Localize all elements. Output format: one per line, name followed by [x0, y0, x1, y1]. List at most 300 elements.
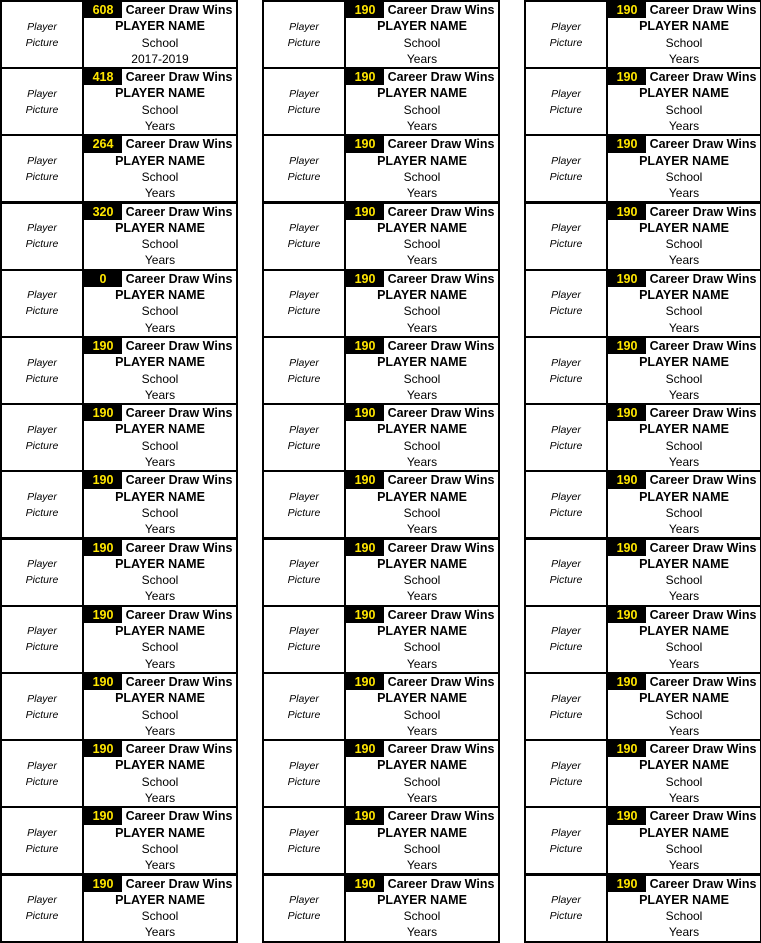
picture-label-line2: Picture	[25, 506, 59, 519]
player-card	[0, 0, 238, 69]
player-school: School	[665, 909, 703, 924]
player-school: School	[403, 573, 441, 588]
player-school: School	[141, 169, 179, 184]
player-school: School	[141, 35, 179, 50]
wins-row	[608, 540, 760, 556]
player-card	[524, 739, 761, 808]
card-column-2	[262, 0, 498, 943]
picture-label-line2: Picture	[25, 36, 59, 49]
career-wins-badge: 190	[346, 338, 384, 354]
career-wins-label: Career Draw Wins	[387, 876, 495, 891]
player-info	[346, 136, 498, 201]
player-info	[346, 405, 498, 470]
picture-label-line2: Picture	[25, 910, 59, 923]
career-wins-label: Career Draw Wins	[125, 876, 233, 891]
player-years: Years	[406, 454, 438, 469]
player-card	[524, 470, 761, 539]
wins-row	[608, 136, 760, 152]
career-wins-label: Career Draw Wins	[387, 473, 495, 488]
player-info	[608, 204, 760, 269]
picture-label-line2: Picture	[25, 708, 59, 721]
player-info	[608, 2, 760, 67]
wins-row	[608, 472, 760, 488]
picture-label-line1: Player	[289, 423, 319, 436]
card-column-3	[524, 0, 760, 943]
player-school: School	[403, 35, 441, 50]
player-picture-placeholder	[2, 2, 84, 67]
picture-label-line2: Picture	[25, 372, 59, 385]
player-years: Years	[668, 790, 700, 805]
picture-label-line2: Picture	[549, 170, 583, 183]
player-years: Years	[668, 858, 700, 873]
player-info	[84, 876, 236, 941]
player-school: School	[403, 304, 441, 319]
career-wins-badge: 190	[608, 405, 646, 421]
wins-row	[608, 204, 760, 220]
player-name: PLAYER NAME	[639, 892, 729, 907]
player-years: 2017-2019	[131, 51, 189, 66]
picture-label-line1: Player	[27, 625, 57, 638]
player-school: School	[665, 505, 703, 520]
career-wins-badge: 190	[346, 674, 384, 690]
picture-label-line1: Player	[551, 87, 581, 100]
player-card	[0, 605, 238, 674]
player-name: PLAYER NAME	[377, 691, 467, 706]
player-card	[262, 403, 500, 472]
picture-label-line2: Picture	[25, 305, 59, 318]
career-wins-badge: 190	[84, 405, 122, 421]
player-school: School	[141, 707, 179, 722]
career-wins-label: Career Draw Wins	[649, 339, 757, 353]
player-school: School	[665, 707, 703, 722]
career-wins-badge: 190	[346, 540, 384, 556]
career-wins-badge: 320	[84, 204, 122, 220]
picture-label-line1: Player	[551, 692, 581, 705]
player-card	[262, 605, 500, 674]
player-name: PLAYER NAME	[639, 153, 729, 168]
wins-row	[84, 204, 236, 220]
picture-label-line2: Picture	[287, 910, 321, 923]
career-wins-label: Career Draw Wins	[125, 339, 233, 353]
player-card	[0, 470, 238, 539]
picture-label-line1: Player	[27, 692, 57, 705]
wins-row	[84, 876, 236, 892]
player-card	[524, 672, 761, 741]
wins-row	[84, 2, 236, 18]
player-info	[608, 136, 760, 201]
player-info	[608, 540, 760, 605]
picture-label-line1: Player	[289, 356, 319, 369]
picture-label-line1: Player	[551, 625, 581, 638]
player-picture-placeholder	[264, 674, 346, 739]
wins-row	[608, 741, 760, 757]
career-wins-label: Career Draw Wins	[125, 675, 233, 689]
picture-label-line1: Player	[27, 222, 57, 235]
player-name: PLAYER NAME	[639, 489, 729, 504]
player-card	[262, 134, 500, 203]
player-school: School	[665, 573, 703, 588]
wins-row	[84, 405, 236, 421]
picture-label-line1: Player	[27, 20, 57, 33]
player-card	[262, 739, 500, 808]
player-picture-placeholder	[264, 136, 346, 201]
player-school: School	[403, 640, 441, 655]
picture-label-line2: Picture	[287, 506, 321, 519]
picture-label-line2: Picture	[549, 506, 583, 519]
player-card	[262, 202, 500, 271]
player-school: School	[403, 237, 441, 252]
player-school: School	[665, 640, 703, 655]
player-years: Years	[668, 522, 700, 537]
career-wins-label: Career Draw Wins	[125, 809, 233, 824]
career-wins-label: Career Draw Wins	[387, 339, 495, 353]
player-picture-placeholder	[526, 607, 608, 672]
player-card	[524, 67, 761, 136]
career-wins-badge: 190	[608, 204, 646, 220]
player-years: Years	[144, 454, 176, 469]
picture-label-line1: Player	[27, 87, 57, 100]
player-school: School	[665, 35, 703, 50]
player-years: Years	[668, 186, 700, 201]
player-school: School	[403, 707, 441, 722]
career-wins-label: Career Draw Wins	[649, 406, 757, 421]
picture-label-line1: Player	[551, 558, 581, 571]
player-picture-placeholder	[526, 472, 608, 537]
picture-label-line1: Player	[551, 423, 581, 436]
player-card	[524, 538, 761, 607]
picture-label-line2: Picture	[549, 372, 583, 385]
player-years: Years	[406, 723, 438, 738]
player-card	[262, 470, 500, 539]
player-name: PLAYER NAME	[377, 556, 467, 571]
player-years: Years	[668, 656, 700, 671]
player-card	[0, 672, 238, 741]
player-name: PLAYER NAME	[115, 624, 205, 639]
career-wins-badge: 190	[608, 808, 646, 824]
player-card	[0, 538, 238, 607]
player-school: School	[665, 438, 703, 453]
career-wins-badge: 190	[346, 876, 384, 892]
player-info	[608, 69, 760, 134]
picture-label-line2: Picture	[287, 372, 321, 385]
career-wins-badge: 190	[346, 271, 384, 287]
player-picture-placeholder	[526, 405, 608, 470]
player-school: School	[665, 102, 703, 117]
player-name: PLAYER NAME	[115, 825, 205, 840]
picture-label-line2: Picture	[549, 439, 583, 452]
player-picture-placeholder	[2, 405, 84, 470]
player-school: School	[141, 573, 179, 588]
career-wins-badge: 190	[608, 674, 646, 690]
career-wins-label: Career Draw Wins	[387, 607, 495, 622]
player-card	[0, 67, 238, 136]
player-years: Years	[668, 454, 700, 469]
picture-label-line2: Picture	[287, 641, 321, 654]
player-name: PLAYER NAME	[377, 489, 467, 504]
career-wins-label: Career Draw Wins	[387, 271, 495, 286]
picture-label-line1: Player	[27, 154, 57, 167]
picture-label-line2: Picture	[25, 574, 59, 587]
player-name: PLAYER NAME	[115, 489, 205, 504]
player-school: School	[665, 371, 703, 386]
wins-row	[346, 405, 498, 421]
player-picture-placeholder	[264, 271, 346, 336]
player-card	[524, 874, 761, 943]
player-name: PLAYER NAME	[115, 86, 205, 101]
picture-label-line2: Picture	[549, 910, 583, 923]
player-card	[524, 0, 761, 69]
picture-label-line2: Picture	[25, 439, 59, 452]
wins-row	[346, 271, 498, 287]
picture-label-line1: Player	[289, 154, 319, 167]
player-picture-placeholder	[2, 540, 84, 605]
career-wins-label: Career Draw Wins	[125, 540, 233, 555]
player-school: School	[403, 774, 441, 789]
picture-label-line2: Picture	[25, 103, 59, 116]
picture-label-line2: Picture	[25, 170, 59, 183]
picture-label-line1: Player	[551, 894, 581, 907]
player-picture-placeholder	[2, 472, 84, 537]
wins-row	[346, 607, 498, 623]
player-years: Years	[406, 186, 438, 201]
player-name: PLAYER NAME	[115, 153, 205, 168]
player-school: School	[403, 841, 441, 856]
player-picture-placeholder	[264, 472, 346, 537]
player-school: School	[141, 841, 179, 856]
player-info	[84, 271, 236, 336]
player-info	[608, 338, 760, 403]
player-name: PLAYER NAME	[115, 691, 205, 706]
player-picture-placeholder	[2, 741, 84, 806]
player-card	[0, 336, 238, 405]
player-info	[346, 69, 498, 134]
wins-row	[608, 271, 760, 287]
wins-row	[608, 405, 760, 421]
career-wins-badge: 190	[84, 876, 122, 892]
picture-label-line2: Picture	[549, 238, 583, 251]
player-picture-placeholder	[526, 741, 608, 806]
player-info	[346, 741, 498, 806]
picture-label-line1: Player	[289, 826, 319, 839]
card-column-1	[0, 0, 236, 943]
career-wins-badge: 190	[608, 876, 646, 892]
career-wins-label: Career Draw Wins	[649, 137, 757, 152]
career-wins-label: Career Draw Wins	[387, 540, 495, 555]
player-info	[608, 741, 760, 806]
player-years: Years	[144, 858, 176, 873]
player-years: Years	[144, 656, 176, 671]
player-picture-placeholder	[264, 405, 346, 470]
career-wins-label: Career Draw Wins	[387, 137, 495, 152]
career-wins-label: Career Draw Wins	[387, 70, 495, 85]
wins-row	[608, 69, 760, 85]
picture-label-line2: Picture	[25, 842, 59, 855]
picture-label-line1: Player	[27, 759, 57, 772]
career-wins-badge: 190	[346, 808, 384, 824]
career-wins-label: Career Draw Wins	[649, 3, 757, 17]
player-school: School	[403, 169, 441, 184]
picture-label-line1: Player	[289, 87, 319, 100]
player-card	[524, 336, 761, 405]
career-wins-badge: 190	[84, 472, 122, 488]
player-years: Years	[668, 51, 700, 66]
picture-label-line1: Player	[27, 289, 57, 302]
wins-row	[346, 876, 498, 892]
wins-row	[346, 136, 498, 152]
picture-label-line1: Player	[289, 222, 319, 235]
player-name: PLAYER NAME	[115, 220, 205, 235]
player-card	[262, 0, 500, 69]
picture-label-line2: Picture	[25, 238, 59, 251]
career-wins-badge: 190	[346, 607, 384, 623]
player-school: School	[403, 505, 441, 520]
player-name: PLAYER NAME	[377, 892, 467, 907]
player-picture-placeholder	[264, 741, 346, 806]
player-name: PLAYER NAME	[377, 220, 467, 235]
career-wins-label: Career Draw Wins	[125, 137, 233, 152]
player-years: Years	[144, 320, 176, 335]
picture-label-line2: Picture	[287, 170, 321, 183]
picture-label-line1: Player	[27, 423, 57, 436]
player-picture-placeholder	[264, 876, 346, 941]
career-wins-label: Career Draw Wins	[387, 3, 495, 17]
career-wins-badge: 190	[608, 2, 646, 18]
player-card	[524, 605, 761, 674]
picture-label-line2: Picture	[287, 842, 321, 855]
player-years: Years	[406, 656, 438, 671]
wins-row	[84, 472, 236, 488]
picture-label-line2: Picture	[549, 641, 583, 654]
picture-label-line1: Player	[27, 356, 57, 369]
player-info	[84, 540, 236, 605]
player-picture-placeholder	[526, 204, 608, 269]
picture-label-line1: Player	[551, 826, 581, 839]
player-card	[524, 806, 761, 875]
wins-row	[346, 338, 498, 354]
wins-row	[346, 204, 498, 220]
player-name: PLAYER NAME	[639, 220, 729, 235]
player-card	[524, 202, 761, 271]
picture-label-line2: Picture	[25, 775, 59, 788]
career-wins-label: Career Draw Wins	[125, 271, 233, 286]
wins-row	[84, 607, 236, 623]
picture-label-line2: Picture	[287, 574, 321, 587]
player-name: PLAYER NAME	[377, 355, 467, 370]
player-picture-placeholder	[526, 69, 608, 134]
picture-label-line2: Picture	[287, 305, 321, 318]
player-name: PLAYER NAME	[377, 86, 467, 101]
wins-row	[84, 741, 236, 757]
player-picture-placeholder	[2, 69, 84, 134]
career-wins-label: Career Draw Wins	[649, 540, 757, 555]
player-years: Years	[668, 387, 700, 402]
player-info	[608, 607, 760, 672]
wins-row	[608, 808, 760, 824]
wins-row	[346, 741, 498, 757]
wins-row	[84, 540, 236, 556]
player-picture-placeholder	[526, 136, 608, 201]
career-wins-badge: 190	[346, 69, 384, 85]
career-wins-badge: 190	[608, 338, 646, 354]
career-wins-label: Career Draw Wins	[125, 742, 233, 757]
wins-row	[346, 674, 498, 690]
wins-row	[84, 338, 236, 354]
picture-label-line1: Player	[289, 20, 319, 33]
player-name: PLAYER NAME	[377, 288, 467, 303]
player-name: PLAYER NAME	[377, 19, 467, 34]
career-wins-badge: 190	[608, 540, 646, 556]
player-info	[346, 338, 498, 403]
career-wins-label: Career Draw Wins	[649, 675, 757, 689]
player-name: PLAYER NAME	[639, 624, 729, 639]
player-years: Years	[668, 589, 700, 604]
picture-label-line2: Picture	[287, 708, 321, 721]
player-name: PLAYER NAME	[639, 422, 729, 437]
player-card	[524, 403, 761, 472]
career-wins-badge: 190	[84, 540, 122, 556]
player-name: PLAYER NAME	[639, 691, 729, 706]
picture-label-line2: Picture	[549, 103, 583, 116]
player-card	[262, 874, 500, 943]
player-name: PLAYER NAME	[377, 422, 467, 437]
picture-label-line2: Picture	[549, 775, 583, 788]
career-wins-badge: 190	[346, 405, 384, 421]
career-wins-badge: 190	[346, 472, 384, 488]
player-school: School	[403, 102, 441, 117]
player-name: PLAYER NAME	[639, 825, 729, 840]
player-years: Years	[144, 186, 176, 201]
career-wins-label: Career Draw Wins	[387, 675, 495, 689]
career-wins-label: Career Draw Wins	[125, 406, 233, 421]
player-years: Years	[668, 320, 700, 335]
player-name: PLAYER NAME	[639, 758, 729, 773]
player-picture-placeholder	[264, 204, 346, 269]
player-info	[346, 876, 498, 941]
player-years: Years	[406, 387, 438, 402]
player-school: School	[403, 438, 441, 453]
career-wins-badge: 608	[84, 2, 122, 18]
wins-row	[84, 808, 236, 824]
career-wins-label: Career Draw Wins	[125, 3, 233, 17]
picture-label-line2: Picture	[549, 305, 583, 318]
player-picture-placeholder	[2, 808, 84, 873]
picture-label-line2: Picture	[287, 36, 321, 49]
player-info	[84, 607, 236, 672]
picture-label-line1: Player	[27, 558, 57, 571]
player-picture-placeholder	[526, 674, 608, 739]
player-school: School	[665, 774, 703, 789]
player-school: School	[141, 102, 179, 117]
picture-label-line1: Player	[27, 490, 57, 503]
player-card	[524, 134, 761, 203]
player-picture-placeholder	[526, 540, 608, 605]
career-wins-label: Career Draw Wins	[387, 809, 495, 824]
wins-row	[608, 338, 760, 354]
player-school: School	[141, 505, 179, 520]
player-name: PLAYER NAME	[639, 288, 729, 303]
picture-label-line2: Picture	[287, 103, 321, 116]
picture-label-line1: Player	[551, 20, 581, 33]
player-years: Years	[406, 925, 438, 940]
player-name: PLAYER NAME	[639, 19, 729, 34]
player-years: Years	[668, 118, 700, 133]
player-info	[84, 405, 236, 470]
career-wins-label: Career Draw Wins	[649, 809, 757, 824]
player-name: PLAYER NAME	[115, 355, 205, 370]
player-name: PLAYER NAME	[115, 556, 205, 571]
player-info	[608, 405, 760, 470]
player-info	[84, 808, 236, 873]
